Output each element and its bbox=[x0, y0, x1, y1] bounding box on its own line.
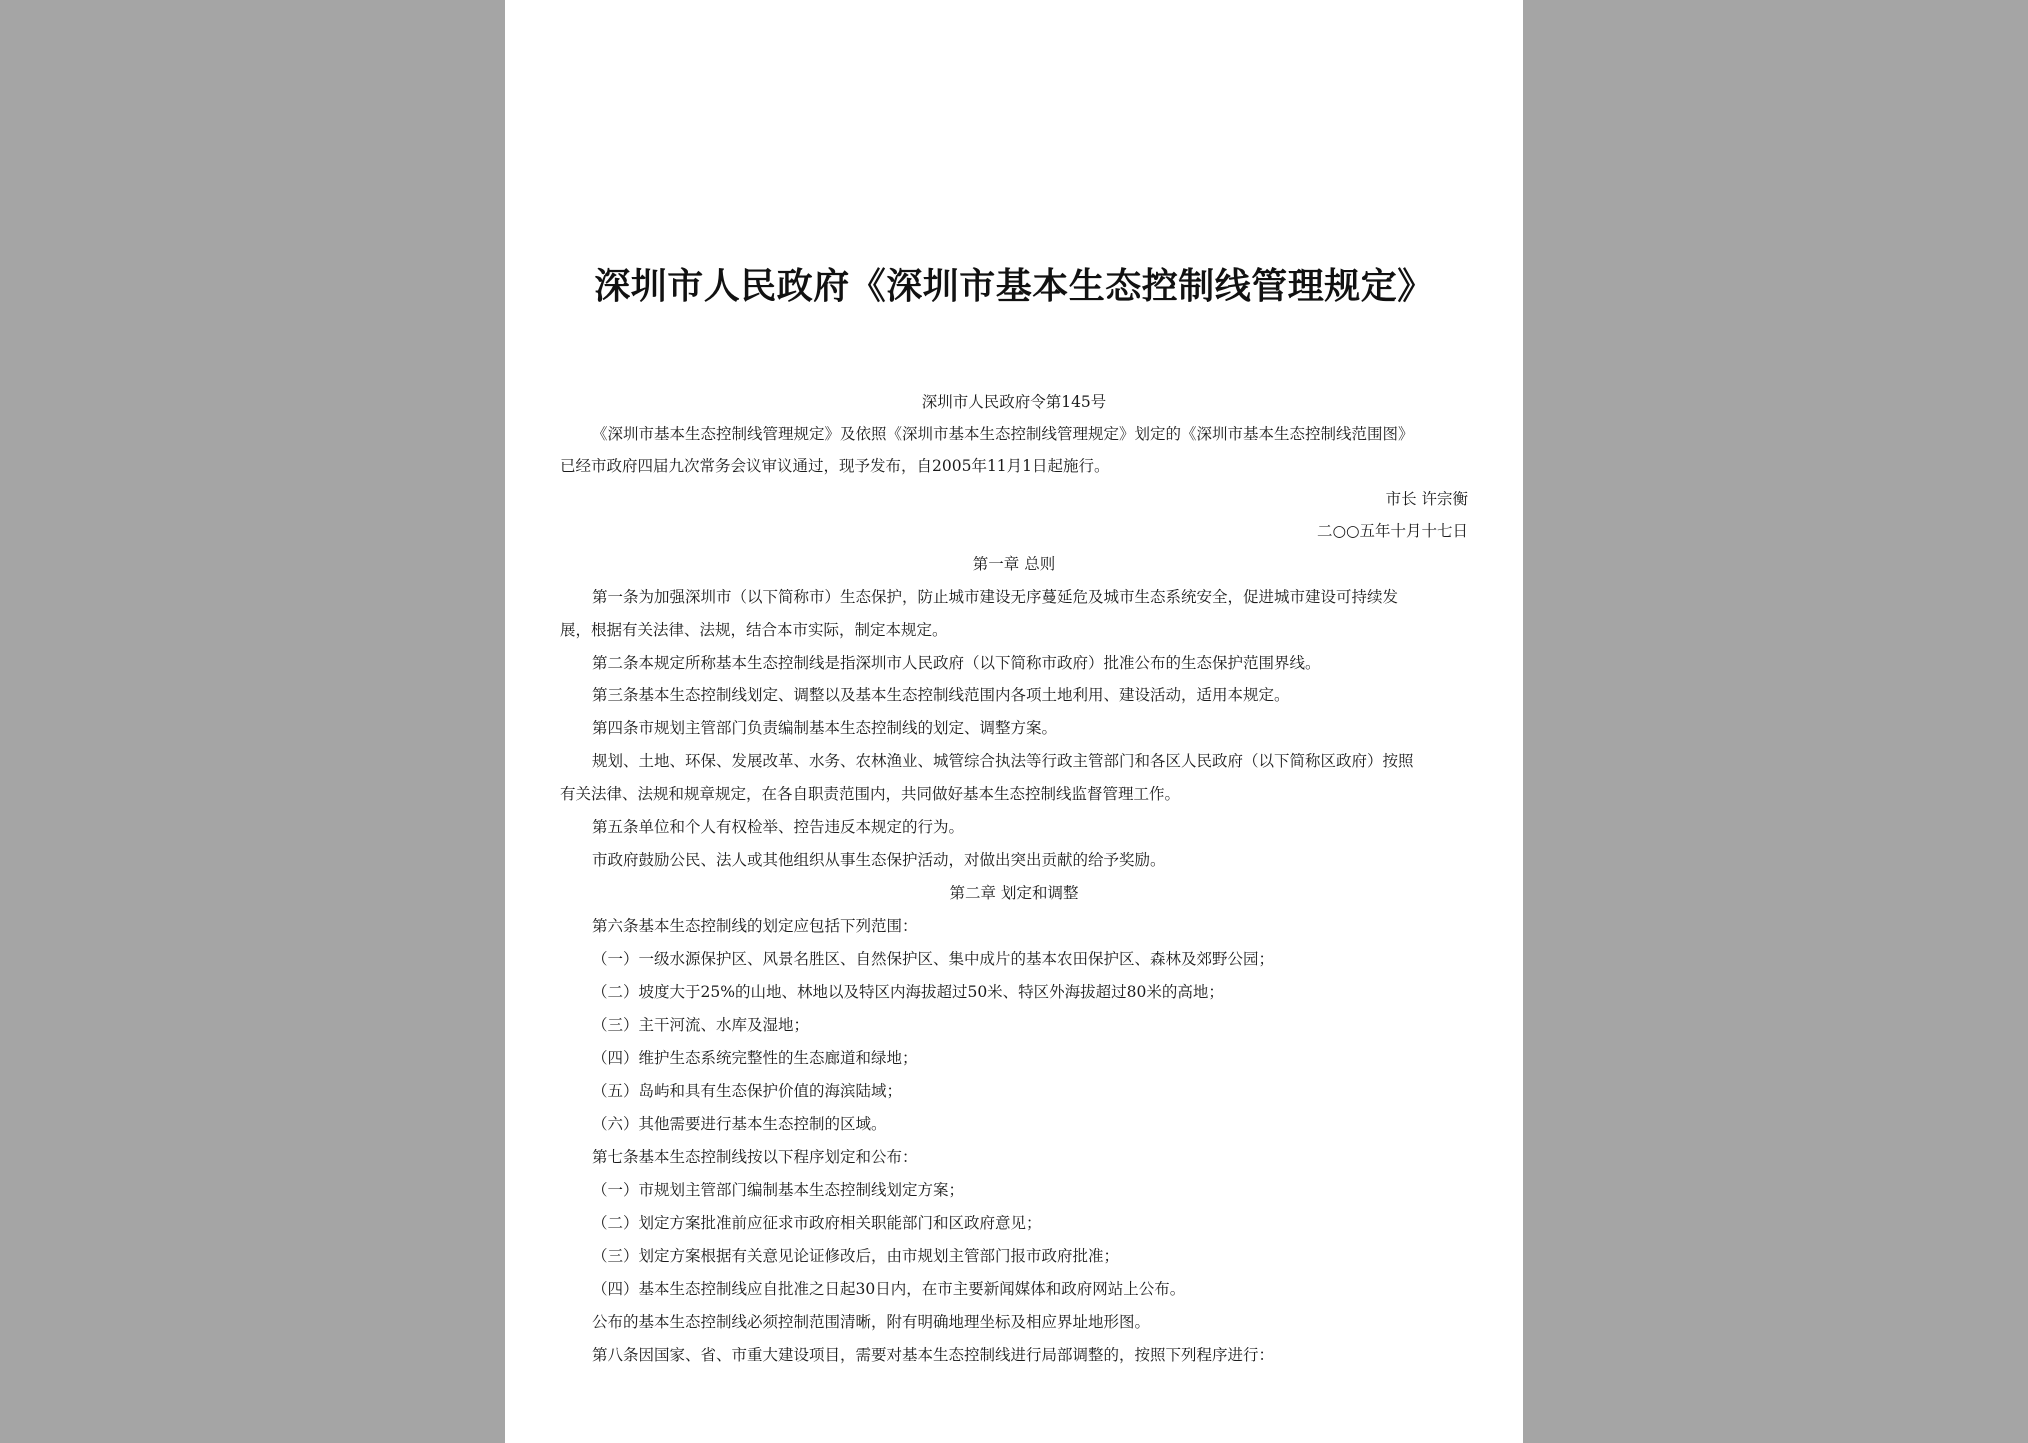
article-2: 第二条本规定所称基本生态控制线是指深圳市人民政府（以下简称市政府）批准公布的生态保护范围界线。 bbox=[592, 654, 1321, 672]
article-5: 第五条单位和个人有权检举、控告违反本规定的行为。 bbox=[592, 818, 965, 836]
article-4-para-2-line-2: 有关法律、法规和规章规定，在各自职责范围内，共同做好基本生态控制线监督管理工作。 bbox=[560, 785, 1181, 803]
chapter-2-heading: 第二章 划定和调整 bbox=[949, 884, 1079, 902]
article-6-item-5: （五）岛屿和具有生态保护价值的海滨陆域； bbox=[592, 1082, 903, 1100]
chapter-1-heading: 第一章 总则 bbox=[972, 555, 1056, 573]
document-page bbox=[505, 0, 1523, 1443]
preamble-line-2: 已经市政府四届九次常务会议审议通过，现予发布，自2005年11月1日起施行。 bbox=[560, 457, 1110, 475]
article-5-para-2: 市政府鼓励公民、法人或其他组织从事生态保护活动，对做出突出贡献的给予奖励。 bbox=[592, 851, 1166, 869]
article-1-line-2: 展，根据有关法律、法规，结合本市实际，制定本规定。 bbox=[560, 621, 948, 639]
article-4-para-2-line-1: 规划、土地、环保、发展改革、水务、农林渔业、城管综合执法等行政主管部门和各区人民政府（以下简称区政府）按照 bbox=[592, 752, 1414, 770]
article-7-item-1: （一）市规划主管部门编制基本生态控制线划定方案； bbox=[592, 1181, 965, 1199]
article-7-item-4: （四）基本生态控制线应自批准之日起30日内，在市主要新闻媒体和政府网站上公布。 bbox=[592, 1280, 1186, 1298]
article-8: 第八条因国家、省、市重大建设项目，需要对基本生态控制线进行局部调整的，按照下列程序进行： bbox=[592, 1346, 1275, 1364]
order-number: 深圳市人民政府令第145号 bbox=[921, 393, 1107, 411]
date: 二○○五年十月十七日 bbox=[1316, 522, 1468, 540]
article-6-item-6: （六）其他需要进行基本生态控制的区域。 bbox=[592, 1115, 887, 1133]
article-7-item-3: （三）划定方案根据有关意见论证修改后，由市规划主管部门报市政府批准； bbox=[592, 1247, 1120, 1265]
article-3: 第三条基本生态控制线划定、调整以及基本生态控制线范围内各项土地利用、建设活动，适用本规定。 bbox=[592, 686, 1290, 704]
article-6-item-1: （一）一级水源保护区、风景名胜区、自然保护区、集中成片的基本农田保护区、森林及郊野公园； bbox=[592, 950, 1275, 968]
article-1-line-1: 第一条为加强深圳市（以下简称市）生态保护，防止城市建设无序蔓延危及城市生态系统安全，促进城市建设可持续发 bbox=[592, 588, 1399, 606]
article-7-para-2: 公布的基本生态控制线必须控制范围清晰，附有明确地理坐标及相应界址地形图。 bbox=[592, 1313, 1151, 1331]
article-4: 第四条市规划主管部门负责编制基本生态控制线的划定、调整方案。 bbox=[592, 719, 1058, 737]
document-title: 深圳市人民政府《深圳市基本生态控制线管理规定》 bbox=[594, 265, 1434, 307]
signature: 市长 许宗衡 bbox=[1385, 490, 1468, 508]
article-6-item-2: （二）坡度大于25%的山地、林地以及特区内海拔超过50米、特区外海拔超过80米的高地； bbox=[592, 983, 1224, 1001]
article-7: 第七条基本生态控制线按以下程序划定和公布： bbox=[592, 1148, 918, 1166]
article-6-item-3: （三）主干河流、水库及湿地； bbox=[592, 1016, 810, 1034]
article-7-item-2: （二）划定方案批准前应征求市政府相关职能部门和区政府意见； bbox=[592, 1214, 1042, 1232]
article-6: 第六条基本生态控制线的划定应包括下列范围： bbox=[592, 917, 918, 935]
preamble-line-1: 《深圳市基本生态控制线管理规定》及依照《深圳市基本生态控制线管理规定》划定的《深圳市基本生态控制线范围图》 bbox=[592, 425, 1414, 443]
article-6-item-4: （四）维护生态系统完整性的生态廊道和绿地； bbox=[592, 1049, 918, 1067]
